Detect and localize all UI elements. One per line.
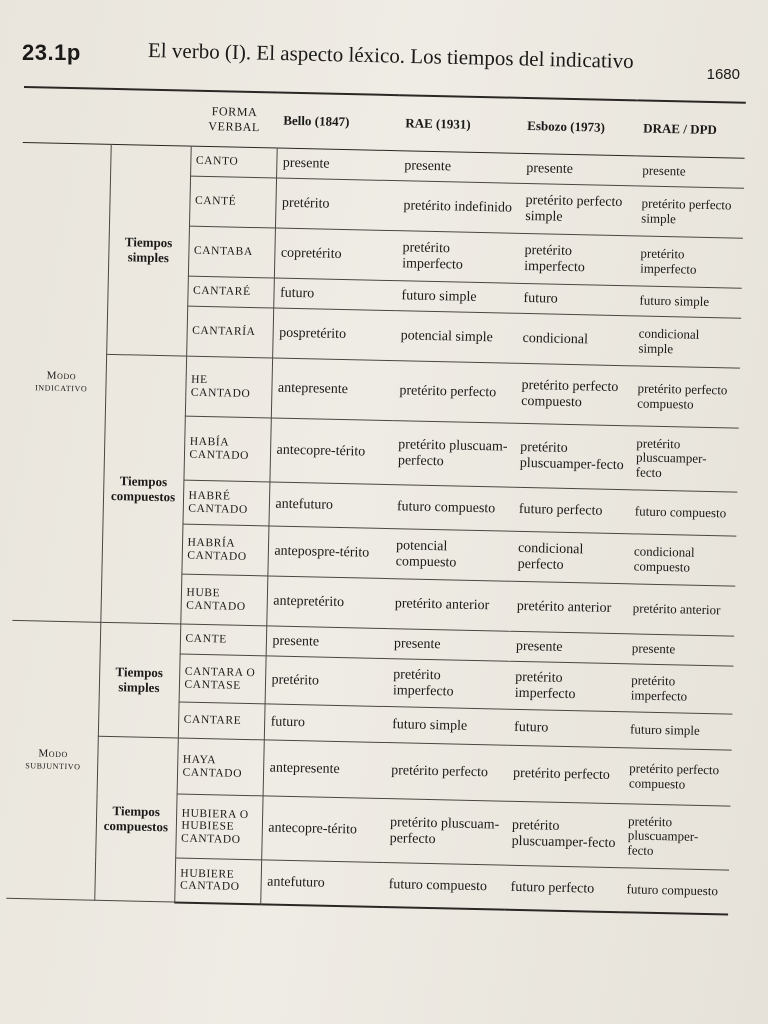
rae-cell: futuro compuesto [390, 485, 513, 532]
bello-cell: antepresente [263, 740, 386, 799]
rae-cell: pretérito perfecto [385, 743, 508, 802]
header-spacer [111, 89, 192, 146]
drae-cell: pretérito pluscuamper-fecto [621, 804, 730, 870]
verb-form-cell: CANTARA O CANTASE [179, 654, 266, 704]
drae-cell: pretérito perfecto simple [635, 186, 744, 238]
drae-cell: condicional simple [632, 316, 741, 368]
mode-label: Modo indicativo [12, 142, 110, 622]
verb-form-cell: HAYA CANTADO [177, 738, 264, 796]
esbozo-cell: presente [520, 153, 637, 186]
rae-cell: futuro simple [386, 707, 509, 746]
group-label: Tiempos compuestos [94, 736, 178, 902]
header-forma-verbal: FORMA VERBAL [191, 91, 278, 148]
esbozo-cell: pretérito anterior [510, 581, 627, 634]
drae-cell: pretérito imperfecto [634, 236, 743, 288]
bello-cell: antecopre-térito [261, 796, 384, 863]
verb-form-cell: HABRÉ CANTADO [182, 480, 269, 526]
esbozo-cell: pretérito imperfecto [509, 661, 626, 712]
rae-cell: pretérito pluscuam-perfecto [391, 421, 514, 488]
drae-cell: futuro simple [633, 286, 742, 318]
esbozo-cell: presente [510, 631, 627, 664]
rae-cell: futuro simple [395, 281, 518, 314]
rae-cell: presente [388, 629, 511, 662]
drae-cell: futuro compuesto [628, 490, 737, 536]
bello-cell: antepospre-térito [267, 526, 390, 579]
drae-cell: futuro simple [624, 712, 733, 750]
header-drae: DRAE / DPD [637, 100, 746, 158]
verb-form-cell: CANTE [180, 624, 267, 656]
header-esbozo: Esbozo (1973) [521, 98, 638, 156]
esbozo-cell: pretérito perfecto compuesto [515, 363, 632, 426]
rae-cell: pretérito imperfecto [396, 231, 519, 284]
chapter-title: El verbo (I). El aspecto léxico. Los tiempos del indicativo [147, 38, 634, 74]
bello-cell: antepresente [271, 358, 394, 421]
rae-cell: pretérito pluscuam-perfecto [383, 799, 506, 866]
verb-form-cell: HE CANTADO [185, 356, 272, 418]
table-body [6, 142, 744, 914]
header-bello: Bello (1847) [277, 93, 400, 151]
esbozo-cell: pretérito perfecto [507, 745, 624, 804]
esbozo-cell: pretérito pluscuamper-fecto [505, 801, 622, 868]
tense-comparison-table [6, 86, 746, 915]
rae-cell: pretérito imperfecto [387, 659, 510, 710]
drae-cell: pretérito pluscuamper-fecto [629, 426, 738, 492]
group-label: Tiempos compuestos [100, 354, 186, 624]
esbozo-cell: condicional perfecto [511, 531, 628, 584]
verb-form-cell: CANTARÍA [186, 306, 273, 358]
rae-cell: potencial simple [394, 311, 517, 364]
group-label: Tiempos simples [106, 144, 191, 356]
drae-cell: pretérito anterior [626, 584, 735, 636]
drae-cell: pretérito imperfecto [624, 664, 733, 714]
bello-cell: antefuturo [260, 860, 383, 907]
rae-cell: pretérito perfecto [393, 361, 516, 424]
bello-cell: futuro [264, 704, 387, 743]
esbozo-cell: condicional [516, 313, 633, 366]
group-label: Tiempos simples [98, 622, 180, 738]
bello-cell: pretérito [275, 178, 398, 231]
bello-cell: copretérito [274, 228, 397, 281]
drae-cell: presente [626, 634, 735, 666]
bello-cell: presente [266, 626, 389, 659]
bello-cell: pospretérito [272, 308, 395, 361]
verb-form-cell: HUBE CANTADO [180, 574, 267, 626]
drae-cell: presente [636, 156, 745, 188]
section-number: 23.1p [22, 40, 81, 65]
esbozo-cell: pretérito perfecto simple [519, 183, 636, 236]
tense-comparison-table-wrap [6, 86, 746, 915]
drae-cell: pretérito perfecto compuesto [622, 748, 731, 806]
esbozo-cell: futuro [517, 283, 634, 316]
bello-cell: futuro [273, 278, 396, 311]
bello-cell: pretérito [265, 656, 388, 707]
mode-label: Modo subjuntivo [6, 620, 100, 900]
verb-form-cell: CANTO [190, 146, 277, 178]
verb-form-cell: HUBIERE CANTADO [174, 858, 261, 904]
rae-cell: pretérito anterior [388, 579, 511, 632]
drae-cell: condicional compuesto [627, 534, 736, 586]
esbozo-cell: pretérito pluscuamper-fecto [513, 423, 630, 490]
esbozo-cell: futuro [508, 709, 625, 748]
verb-form-cell: CANTÉ [189, 176, 276, 228]
header-spacer [23, 87, 112, 144]
drae-cell: pretérito perfecto compuesto [631, 366, 740, 428]
bello-cell: antepretérito [266, 576, 389, 629]
esbozo-cell: pretérito imperfecto [518, 233, 635, 286]
bello-cell: presente [276, 148, 399, 181]
verb-form-cell: CANTARÉ [187, 276, 274, 308]
drae-cell: futuro compuesto [620, 868, 729, 914]
header-rae: RAE (1931) [399, 95, 522, 153]
esbozo-cell: futuro perfecto [504, 865, 621, 912]
verb-form-cell: HUBIERA O HUBIESE CANTADO [175, 794, 262, 860]
verb-form-cell: CANTARE [178, 702, 265, 740]
bello-cell: antecopre-térito [269, 418, 392, 485]
verb-form-cell: HABRÍA CANTADO [181, 524, 268, 576]
esbozo-cell: futuro perfecto [512, 487, 629, 534]
rae-cell: pretérito indefinido [397, 181, 520, 234]
bello-cell: antefuturo [268, 482, 391, 529]
rae-cell: futuro compuesto [382, 863, 505, 910]
verb-form-cell: CANTABA [188, 226, 275, 278]
page-number: 1680 [706, 66, 740, 83]
page-header [22, 36, 742, 86]
verb-form-cell: HABÍA CANTADO [183, 416, 270, 482]
rae-cell: presente [398, 151, 521, 184]
rae-cell: potencial compuesto [389, 529, 512, 582]
